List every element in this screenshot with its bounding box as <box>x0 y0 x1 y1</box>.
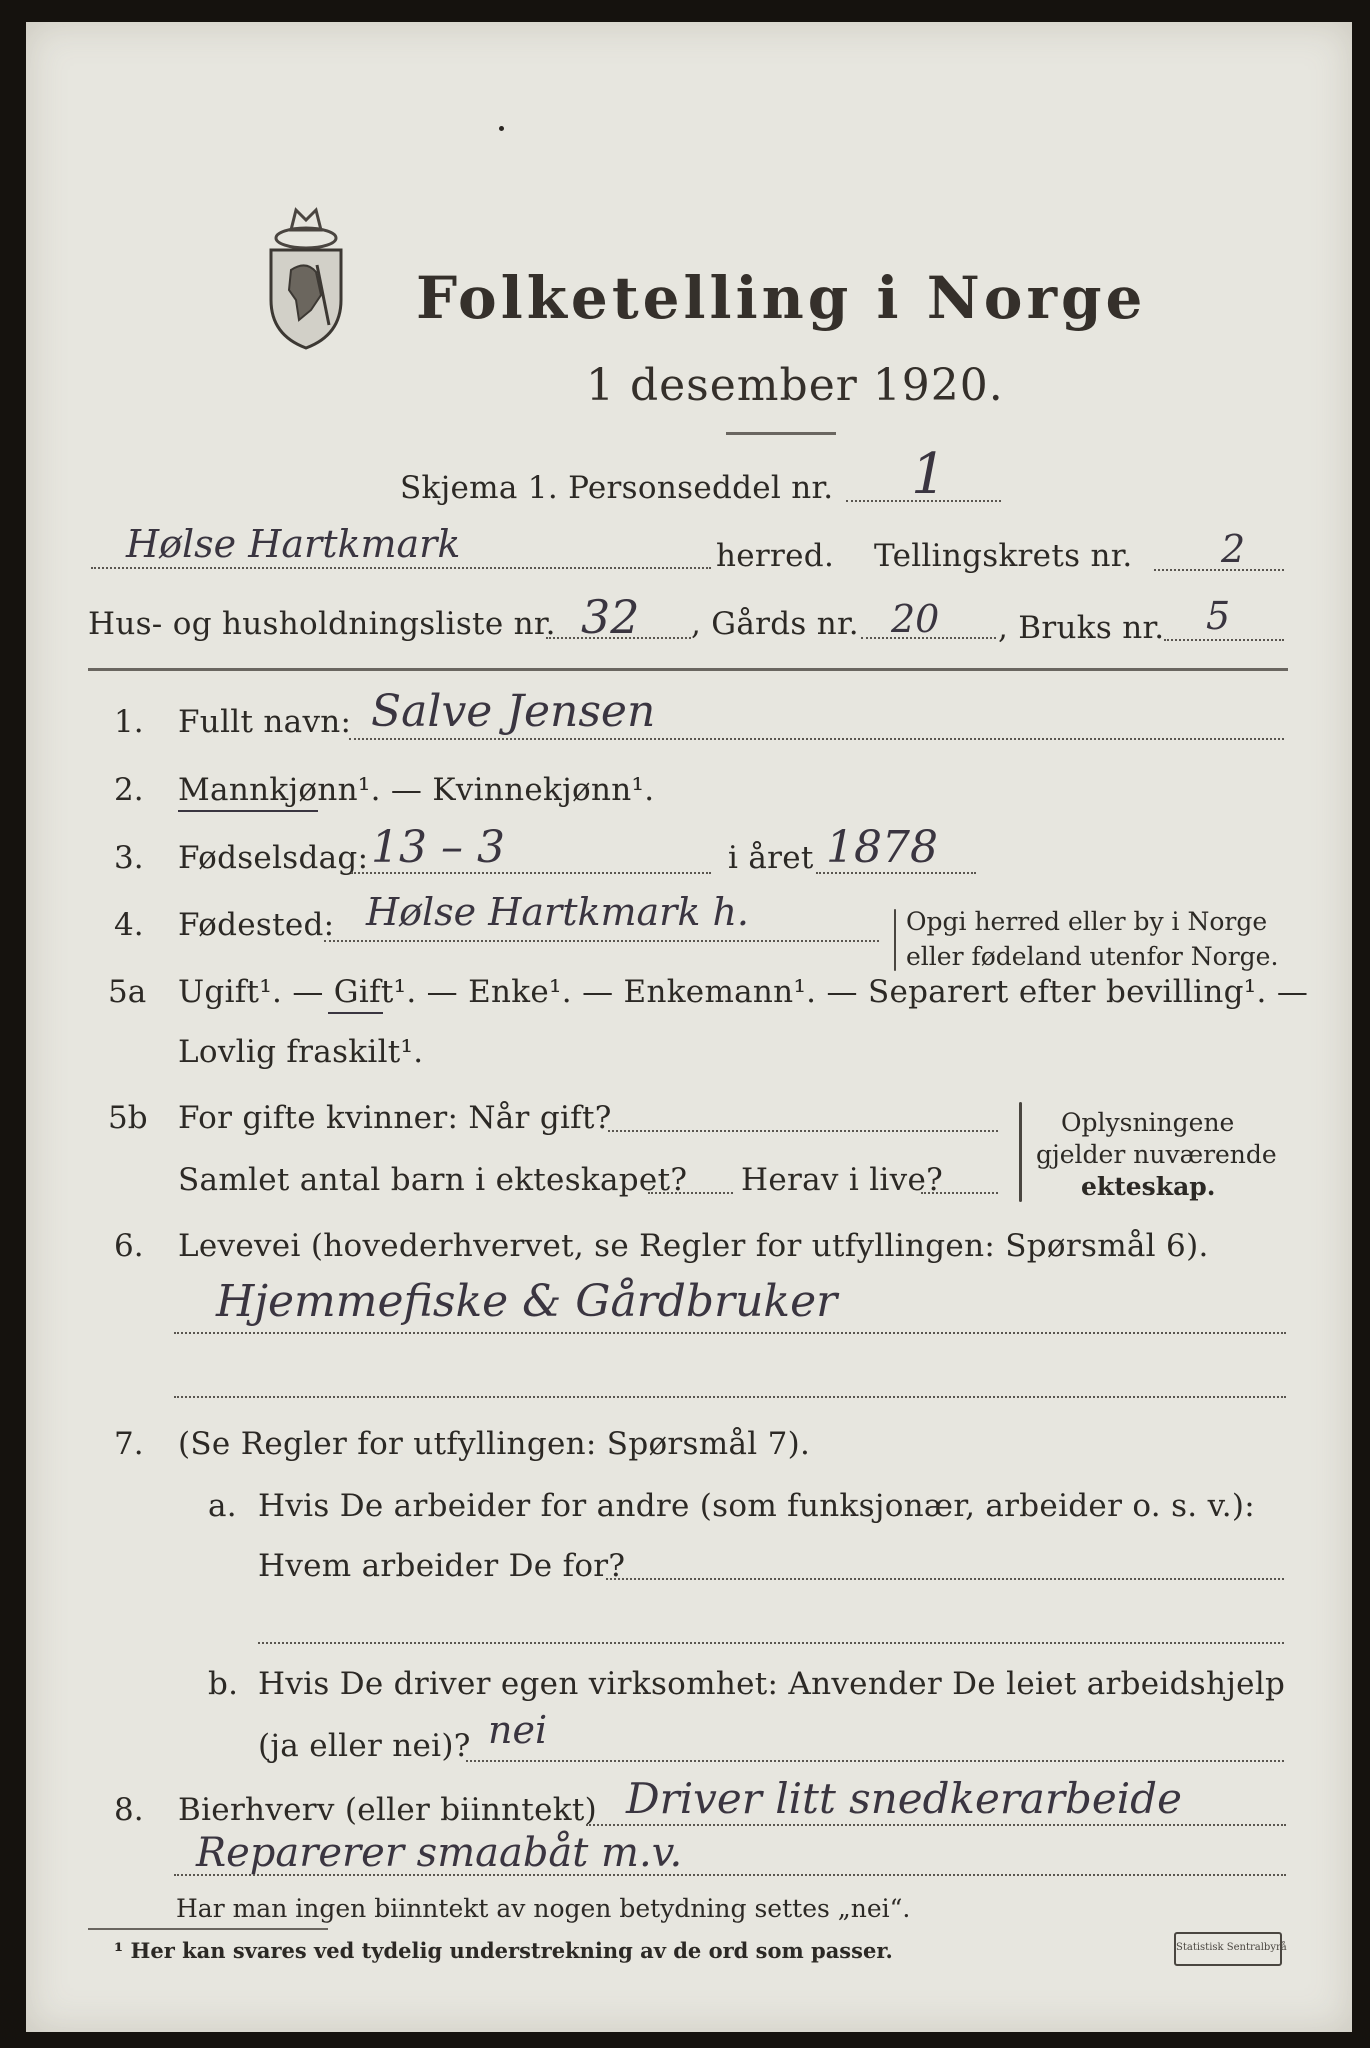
q5b-number: 5b <box>108 1100 148 1136</box>
q7b-dots <box>466 1760 1284 1762</box>
bruks-dots <box>1164 639 1284 641</box>
personseddel-nr: 1 <box>911 442 947 507</box>
q6-occupation: Hjemmefiske & Gårdbruker <box>216 1276 838 1327</box>
q2-number: 2. <box>114 772 144 808</box>
q5b-note-3: ekteskap. <box>1081 1172 1216 1201</box>
census-form <box>26 22 1352 2032</box>
q7b-line-2: (ja eller nei)? <box>258 1728 471 1764</box>
q3-birth-year: 1878 <box>826 822 938 873</box>
q4-brace <box>894 909 896 971</box>
herred-label: herred. <box>716 538 835 574</box>
coat-of-arms-icon <box>251 200 361 350</box>
q7a-letter: a. <box>208 1488 237 1524</box>
q7-label: (Se Regler for utfyllingen: Spørsmål 7). <box>178 1426 811 1462</box>
q5a-underline-gift <box>328 1012 383 1014</box>
bruks-label: , Bruks nr. <box>998 610 1165 646</box>
q4-label: Fødested: <box>178 907 335 943</box>
q8-number: 8. <box>114 1792 144 1828</box>
q6-label: Levevei (hovederhvervet, se Regler for utfyllingen: Spørsmål 6). <box>178 1228 1209 1264</box>
q6-dots-1 <box>174 1332 1286 1334</box>
q7a-dots-1 <box>606 1578 1284 1580</box>
q6-dots-2 <box>174 1396 1286 1398</box>
q5b-line-2: Samlet antal barn i ekteskapet? <box>178 1162 688 1198</box>
q7a-dots-2 <box>258 1642 1284 1644</box>
herred-dots <box>91 567 711 569</box>
q4-dots <box>324 940 879 942</box>
title-divider <box>726 432 836 435</box>
q8-label: Bierhverv (eller biinntekt) <box>178 1792 598 1828</box>
q3-year-label: i året <box>728 840 814 876</box>
tellingskrets-label: Tellingskrets nr. <box>874 538 1133 574</box>
q7a-line-1: Hvis De arbeider for andre (som funksjonær, arbeider o. s. v.): <box>258 1488 1256 1524</box>
q7b-letter: b. <box>208 1666 239 1702</box>
q1-number: 1. <box>114 704 144 740</box>
q7b-line-1: Hvis De driver egen virksomhet: Anvender De leiet arbeidshjelp <box>258 1666 1286 1702</box>
skjema-label: Skjema 1. Personseddel nr. <box>400 470 834 506</box>
q7-number: 7. <box>114 1426 144 1462</box>
q5a-number: 5a <box>108 974 147 1010</box>
tellingskrets-nr: 2 <box>1221 527 1246 571</box>
q5b-line-2b: Herav i live? <box>741 1162 944 1198</box>
q8-dots-1 <box>586 1824 1286 1826</box>
q3-number: 3. <box>114 840 144 876</box>
q1-dots <box>349 738 1284 740</box>
q2-gender-options: Mannkjønn¹. — Kvinnekjønn¹. <box>178 772 655 808</box>
note-no-income: Har man ingen biinntekt av nogen betydning settes „nei“. <box>176 1894 911 1923</box>
q2-underline-mannkjonn <box>178 810 318 812</box>
q3-label: Fødselsdag: <box>178 840 369 876</box>
q6-number: 6. <box>114 1228 144 1264</box>
header-separator <box>88 668 1288 671</box>
q4-note-2: eller fødeland utenfor Norge. <box>906 942 1279 971</box>
hus-nr: 32 <box>581 590 640 644</box>
q4-birthplace: Hølse Hartkmark h. <box>366 890 750 934</box>
hus-label: Hus- og husholdningsliste nr. <box>88 606 556 642</box>
q8-secondary-1: Driver litt snedkerarbeide <box>626 1774 1182 1823</box>
q1-full-name: Salve Jensen <box>371 686 656 737</box>
form-title: Folketelling i Norge <box>416 264 1147 332</box>
herred-value: Hølse Hartkmark <box>126 522 461 566</box>
q5b-line-1: For gifte kvinner: Når gift? <box>178 1100 612 1136</box>
stamp-text: Statistisk Sentralbyrå <box>1176 1942 1287 1953</box>
q1-label: Fullt navn: <box>178 704 352 740</box>
census-date: 1 desember 1920. <box>586 360 1004 411</box>
footnote: ¹ Her kan svares ved tydelig understrekning av de ord som passer. <box>114 1938 893 1963</box>
ink-dot <box>499 126 504 131</box>
q4-number: 4. <box>114 907 144 943</box>
q5b-brace <box>1019 1102 1022 1202</box>
q5a-marital-options-2: Lovlig fraskilt¹. <box>178 1034 424 1070</box>
tellingskrets-dots <box>1154 569 1284 571</box>
q5b-note-1: Oplysningene <box>1061 1108 1235 1137</box>
q8-secondary-2: Reparerer smaabåt m.v. <box>196 1830 683 1876</box>
gaards-label: , Gårds nr. <box>691 606 859 642</box>
q5b-married-dots <box>608 1130 998 1132</box>
q4-note-1: Opgi herred eller by i Norge <box>906 907 1268 936</box>
q3-birthday: 13 – 3 <box>371 822 505 873</box>
q5b-alive-dots <box>921 1192 998 1194</box>
q7b-answer: nei <box>488 1708 548 1752</box>
archive-stamp <box>1174 1932 1287 1966</box>
q7a-line-2: Hvem arbeider De for? <box>258 1548 626 1584</box>
footnote-divider <box>88 1928 328 1930</box>
q5a-marital-options: Ugift¹. — Gift¹. — Enke¹. — Enkemann¹. — Separert efter bevilling¹. — <box>178 974 1309 1010</box>
gaards-nr: 20 <box>891 597 940 641</box>
q5b-note-2: gjelder nuværende <box>1036 1140 1277 1169</box>
bruks-nr: 5 <box>1206 594 1231 638</box>
q5b-children-dots <box>648 1192 733 1194</box>
